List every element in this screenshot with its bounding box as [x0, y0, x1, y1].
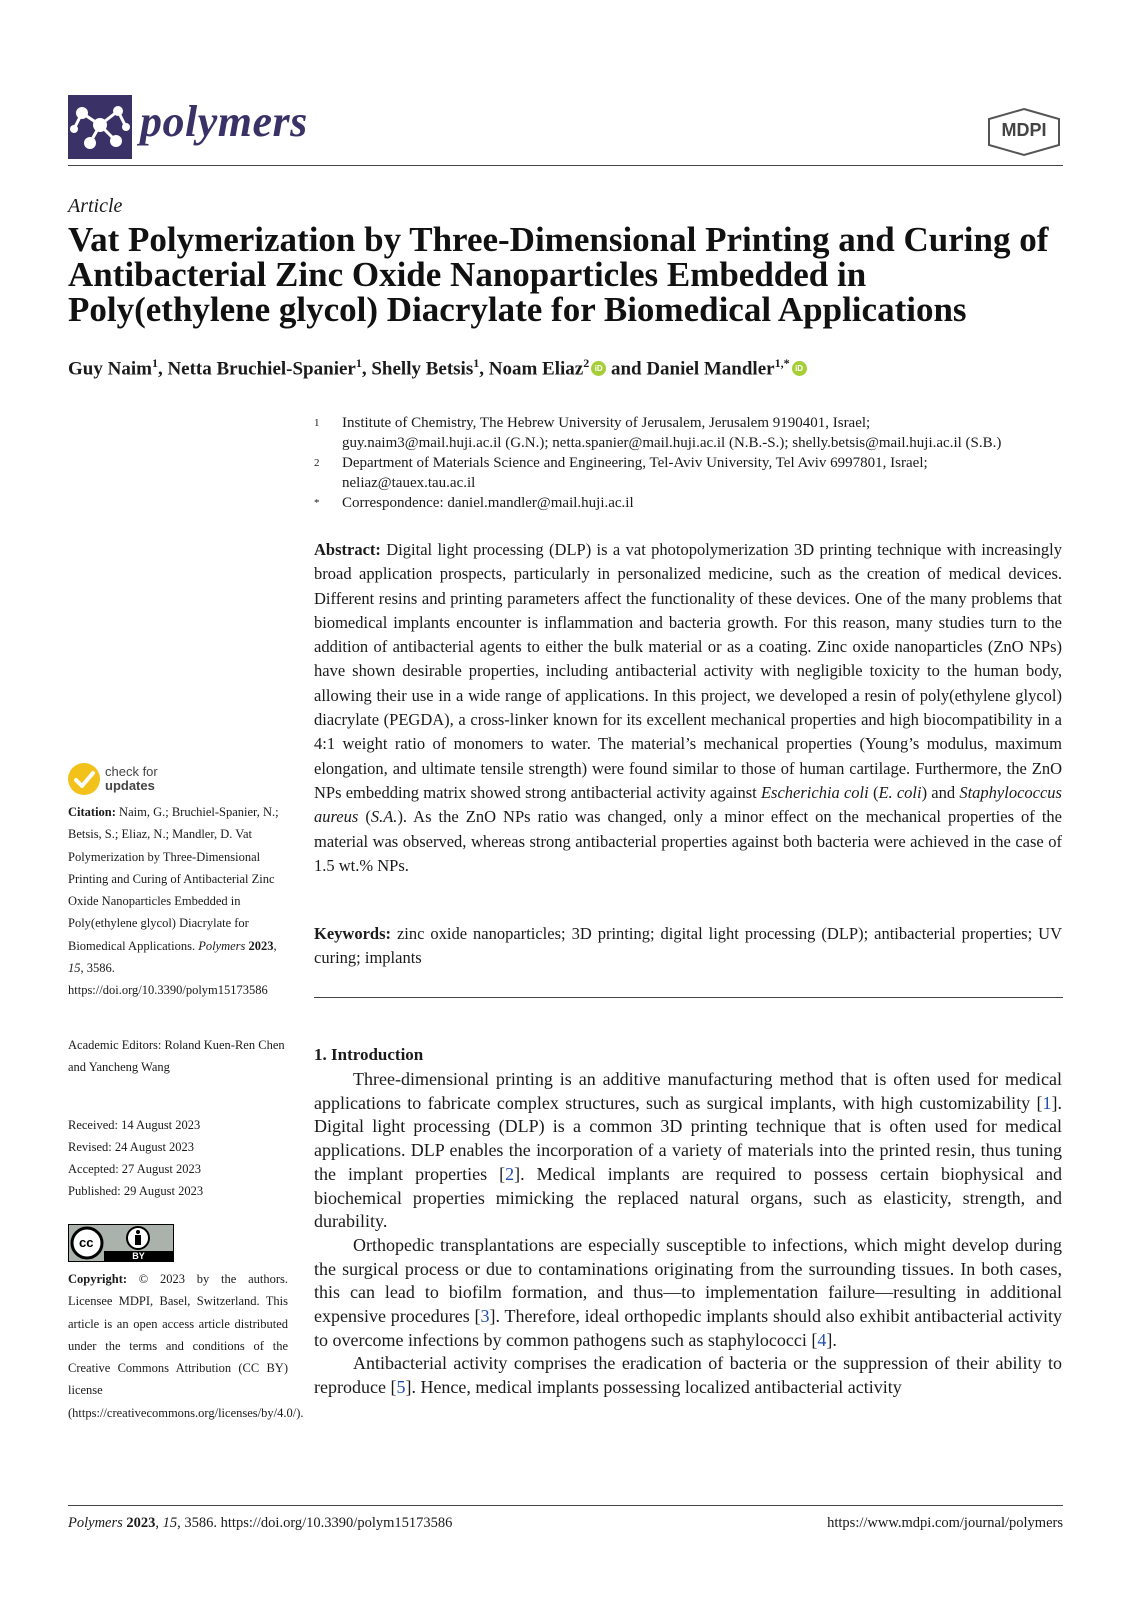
- correspondence-text: Correspondence: daniel.mandler@mail.huji.ac.il: [342, 495, 634, 511]
- abstract-divider: [314, 997, 1063, 998]
- affiliation-text: Institute of Chemistry, The Hebrew University of Jerusalem, Jerusalem 9190401, Israel;: [342, 415, 871, 431]
- received-date: Received: 14 August 2023: [68, 1118, 201, 1132]
- paragraph-text: ]. Digital light processing (DLP) is a common 3D printing technique that is often used for medical applications. DLP enables the incorporation of a variety of materials into the printed resin, thus tuning the implant properties [: [314, 1092, 1062, 1184]
- author-separator: ,: [157, 358, 168, 380]
- article-title: Vat Polymerization by Three-Dimensional Printing and Curing of Antibacterial Zinc Oxide Nanoparticles Embedded in Poly(ethylene glycol) Diacrylate for Biomedical Applications: [68, 220, 1049, 329]
- polymers-logo-icon: [68, 95, 132, 159]
- citation-volume: 15: [68, 961, 81, 976]
- paragraph: [314, 1068, 1062, 1234]
- abstract-text: ) and: [921, 782, 960, 802]
- species-name: Escherichia coli: [760, 782, 869, 802]
- checkmark-icon: [68, 763, 100, 795]
- abstract-text: Digital light processing (DLP) is a vat photopolymerization 3D printing technique with increasingly broad application prospects, particularly in personalized medicine, such as the creation of medical devices. Different resins and printing parameters affect the functionality of these devices. One of the many problems that biomedical implants encounter is inflammation and bacteria growth. For this reason, many studies turn to the addition of antibacterial agents to either the bulk material or as a coating. Zinc oxide nanoparticles (ZnO NPs) have shown desirable properties, including antibacterial activity with negligible toxicity to the human body, allowing their use in a wide range of applications. In this project, we developed a resin of poly(ethylene glycol) diacrylate (PEGDA), a cross-linker known for its excellent mechanical properties and high biocompatibility in a 4:1 weight ratio of monomers to water. The material’s mechanical properties (Young’s modulus, maximum elongation, and ultimate tensile strength) were found similar to those of human cartilage. Furthermore, the ZnO NPs embedding matrix showed strong antibacterial activity against: [314, 540, 1062, 802]
- header-divider: [68, 165, 1063, 166]
- author-name: Guy Naim: [68, 358, 152, 380]
- affiliation-mark: 1: [314, 417, 320, 429]
- citation-journal: Polymers: [198, 938, 246, 953]
- orcid-icon[interactable]: iD: [591, 361, 606, 376]
- check-badge-icon: [68, 763, 100, 795]
- author-list: [68, 356, 1068, 380]
- keywords-label: Keywords:: [314, 924, 391, 943]
- citation-label: Citation:: [68, 805, 116, 819]
- accepted-date: Accepted: 27 August 2023: [68, 1162, 201, 1176]
- species-abbrev: S.A.: [370, 807, 398, 827]
- citation-year: 2023: [248, 938, 274, 953]
- paragraph-text: ]. Hence, medical implants possessing localized antibacterial activity: [405, 1377, 902, 1398]
- mdpi-logo: [985, 107, 1063, 157]
- copyright-block: [68, 1268, 304, 1424]
- author-affiliation-mark: 1: [473, 356, 480, 370]
- species-abbrev: E. coli: [878, 782, 922, 802]
- keywords: [314, 922, 1062, 971]
- abstract-label: Abstract:: [314, 540, 381, 559]
- author-name: Shelly Betsis: [371, 358, 474, 380]
- author-and: and: [606, 358, 647, 380]
- citation-text: Naim, G.; Bruchiel-Spanier, N.; Betsis, S.; Eliaz, N.; Mandler, D. Vat Polymerization by Three-Dimensional Printing and Curing of Antibacterial Zinc Oxide Nanoparticles Embedded in Poly(ethylene glycol) Diacrylate for Biomedical Applications.: [68, 805, 279, 953]
- author-affiliation-mark: 2: [583, 356, 590, 370]
- footer-doi[interactable]: , 3586. https://doi.org/10.3390/polym15173586: [177, 1515, 453, 1531]
- affiliation-text: Department of Materials Science and Engineering, Tel-Aviv University, Tel Aviv 6997801, Israel;: [342, 455, 928, 471]
- author-separator: ,: [479, 358, 489, 380]
- paragraph-text: ]. Therefore, ideal orthopedic implants should also exhibit antibacterial activity to overcome infections by common pathogens such as staphylococci [: [314, 1306, 1062, 1350]
- paragraph-text: Three-dimensional printing is an additive manufacturing method that is often used for medical applications to fabricate complex structures, such as surgical implants, with high customizability [: [314, 1069, 1062, 1113]
- footer-divider: [68, 1505, 1063, 1506]
- article-type: Article: [68, 195, 123, 217]
- mdpi-logo-text: MDPI: [1001, 120, 1047, 140]
- paragraph: [314, 1352, 1062, 1399]
- paragraph-text: ].: [826, 1329, 837, 1350]
- citation-link[interactable]: 5: [396, 1377, 406, 1398]
- orcid-icon[interactable]: iD: [792, 361, 807, 376]
- species-name: Staphylococcus aureus: [314, 782, 1062, 827]
- check-updates-label: updates: [105, 778, 155, 793]
- cc-by-label: BY: [132, 1251, 145, 1261]
- abstract-text: (: [358, 807, 371, 827]
- citation-link[interactable]: 2: [505, 1163, 515, 1184]
- author-name: Netta Bruchiel-Spanier: [167, 358, 356, 380]
- affiliation-mark: *: [314, 497, 320, 509]
- affiliation-text: guy.naim3@mail.huji.ac.il (G.N.); netta.spanier@mail.huji.ac.il (N.B.-S.); shelly.betsis@mail.huji.ac.il (S.B.): [342, 435, 1002, 451]
- affiliation-text: neliaz@tauex.tau.ac.il: [342, 475, 476, 491]
- abstract-text: (: [868, 782, 879, 802]
- published-date: Published: 29 August 2023: [68, 1184, 204, 1198]
- copyright-text: © 2023 by the authors. Licensee MDPI, Basel, Switzerland. This article is an open access article distributed under the terms and conditions of the Creative Commons Attribution (CC BY) license (https://creativecommons.org/licenses/by/4.0/).: [68, 1272, 304, 1420]
- author-separator: ,: [361, 358, 372, 380]
- affiliation-mark: 2: [314, 457, 320, 469]
- author-name: Noam Eliaz: [488, 358, 584, 380]
- journal-url[interactable]: https://www.mdpi.com/journal/polymers: [827, 1515, 1063, 1531]
- author-affiliation-mark: 1,*: [774, 356, 790, 370]
- paragraph-text: ]. Medical implants are required to possess certain biophysical and biochemical properties mimicking the replaced natural organs, such as elasticity, strength, and durability.: [314, 1163, 1062, 1232]
- citation-link[interactable]: 4: [817, 1329, 827, 1350]
- author-affiliation-mark: 1: [151, 356, 158, 370]
- author-affiliation-mark: 1: [355, 356, 362, 370]
- paragraph: [314, 1234, 1062, 1353]
- author-name: Daniel Mandler: [646, 358, 775, 380]
- footer-citation: Polymers 2023, 15, 3586. https://doi.org/10.3390/polym15173586: [68, 1515, 453, 1531]
- section-heading: 1. Introduction: [314, 1045, 424, 1064]
- citation-link[interactable]: 1: [1042, 1092, 1052, 1113]
- copyright-label: Copyright:: [68, 1272, 128, 1286]
- footer-journal: Polymers: [68, 1515, 123, 1531]
- keywords-text: zinc oxide nanoparticles; 3D printing; digital light processing (DLP); antibacterial properties; UV curing; implants: [314, 924, 1062, 968]
- citation-doi: , 3586. https://doi.org/10.3390/polym15173586: [68, 961, 268, 998]
- paragraph-text: Orthopedic transplantations are especially susceptible to infections, which might develop during the surgical process or due to contaminations originating from the surrounding tissues. In both cases, this can lead to biofilm formation, and thus—to implementation failure—resulting in additional expensive procedures [: [314, 1234, 1062, 1327]
- cc-by-license-icon[interactable]: [68, 1224, 174, 1262]
- footer-volume: 15: [162, 1515, 178, 1531]
- revised-date: Revised: 24 August 2023: [68, 1140, 195, 1154]
- check-for-updates-button[interactable]: [68, 763, 188, 797]
- abstract-text: ). As the ZnO NPs ratio was changed, only a minor effect on the mechanical properties of the material was observed, whereas strong antibacterial properties against both bacteria were achieved in the case of 1.5 wt.% NPs.: [314, 807, 1062, 875]
- journal-name: polymers: [140, 97, 308, 146]
- footer-year: 2023: [126, 1515, 156, 1531]
- citation-block: Citation: Naim, G.; Bruchiel-Spanier, N.; Betsis, S.; Eliaz, N.; Mandler, D. Vat Polymerization by Three-Dimensional Printing and Curing of Antibacterial Zinc Oxide Nanoparticles Embedded in Poly(ethylene glycol) Diacrylate for Biomedical Applications. Polymers 2023, 15, 3586. https://doi.org/10.3390/polym15173586: [68, 805, 279, 998]
- cc-symbol-icon: cc: [79, 1235, 94, 1250]
- abstract: [314, 538, 1062, 878]
- paragraph-text: Antibacterial activity comprises the eradication of bacteria or the suppression of their ability to reproduce [: [314, 1353, 1062, 1398]
- academic-editors: Academic Editors: Roland Kuen-Ren Chen and Yancheng Wang: [68, 1038, 285, 1075]
- introduction-body: [314, 1068, 1062, 1400]
- check-updates-label: check for: [105, 764, 158, 779]
- citation-link[interactable]: 3: [480, 1306, 490, 1327]
